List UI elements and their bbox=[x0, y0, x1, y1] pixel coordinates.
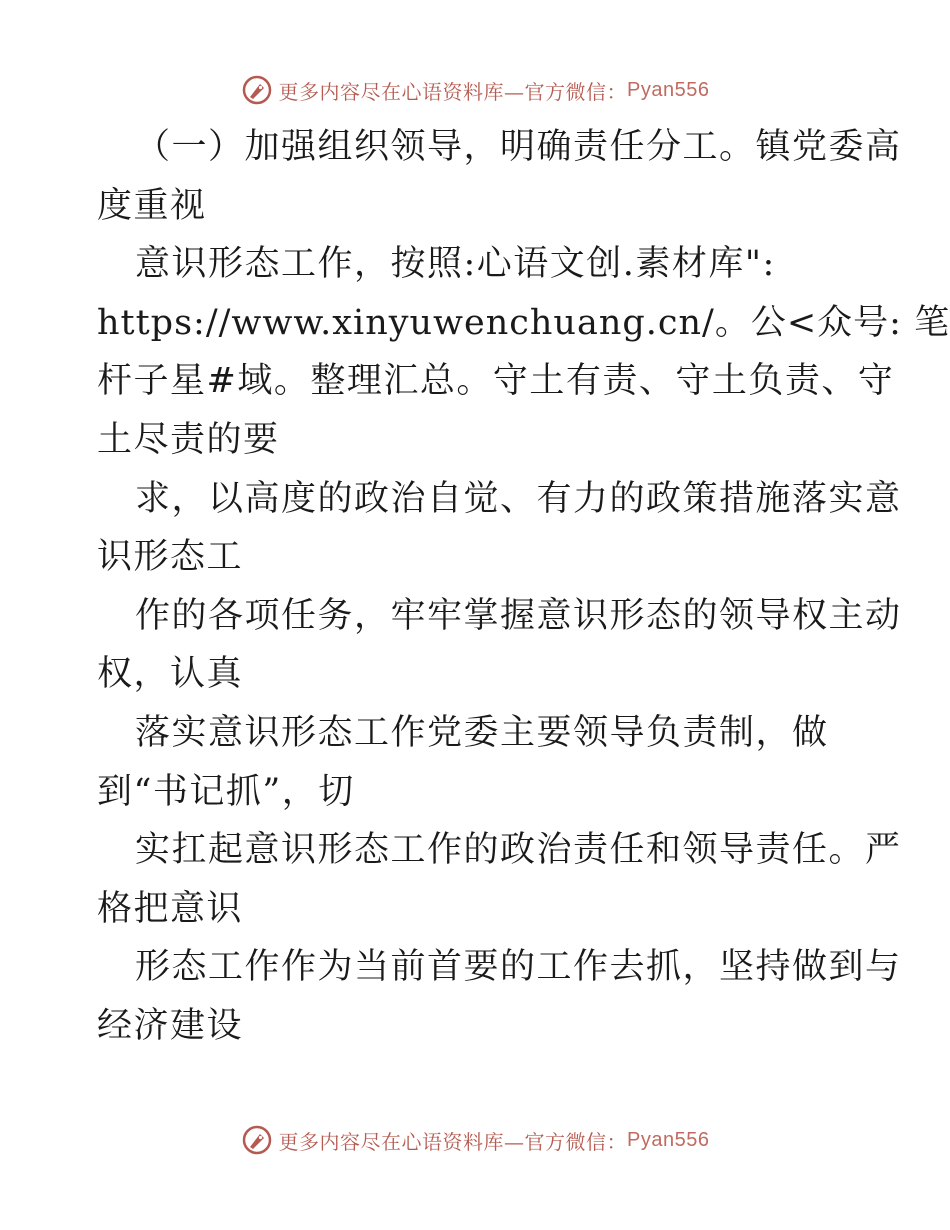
body-line: 经济建设 bbox=[97, 1005, 244, 1046]
watermark-account: Pyan556 bbox=[627, 1128, 710, 1151]
body-line: 土尽责的要 bbox=[97, 419, 280, 460]
body-line: 作的各项任务，牢牢掌握意识形态的领导权主动 bbox=[135, 595, 902, 636]
body-line: （一）加强组织领导，明确责任分工。镇党委高 bbox=[135, 127, 902, 167]
body-line: 形态工作作为当前首要的工作去抓，坚持做到与 bbox=[135, 947, 902, 988]
pen-nib-circle-icon bbox=[241, 74, 273, 106]
watermark-text: 更多内容尽在心语资料库—官方微信： bbox=[278, 79, 628, 104]
body-line: 识形态工 bbox=[97, 537, 244, 578]
body-line: 意识形态工作，按照:心语文创.素材库": bbox=[135, 244, 776, 285]
body-line: 求，以高度的政治自觉、有力的政策措施落实意 bbox=[135, 478, 902, 519]
body-line: 格把意识 bbox=[97, 888, 244, 929]
body-line: https://www.xinyuwenchuang.cn/。公<众号: 笔 bbox=[97, 302, 950, 343]
pen-nib-circle-icon bbox=[241, 1124, 273, 1156]
body-line: 权，认真 bbox=[97, 654, 244, 695]
body-line: 到“书记抓”，切 bbox=[97, 771, 355, 812]
footer-watermark bbox=[0, 1120, 950, 1160]
body-line: 杆子星#域。整理汇总。守土有责、守土负责、守 bbox=[97, 361, 895, 402]
document-body bbox=[97, 118, 950, 1056]
header-watermark bbox=[0, 70, 950, 110]
body-line: 落实意识形态工作党委主要领导负责制，做 bbox=[135, 712, 829, 753]
body-line: 实扛起意识形态工作的政治责任和领导责任。严 bbox=[135, 830, 902, 871]
watermark-account: Pyan556 bbox=[627, 78, 710, 101]
watermark-text: 更多内容尽在心语资料库—官方微信： bbox=[278, 1129, 628, 1154]
body-line: 度重视 bbox=[97, 185, 207, 226]
